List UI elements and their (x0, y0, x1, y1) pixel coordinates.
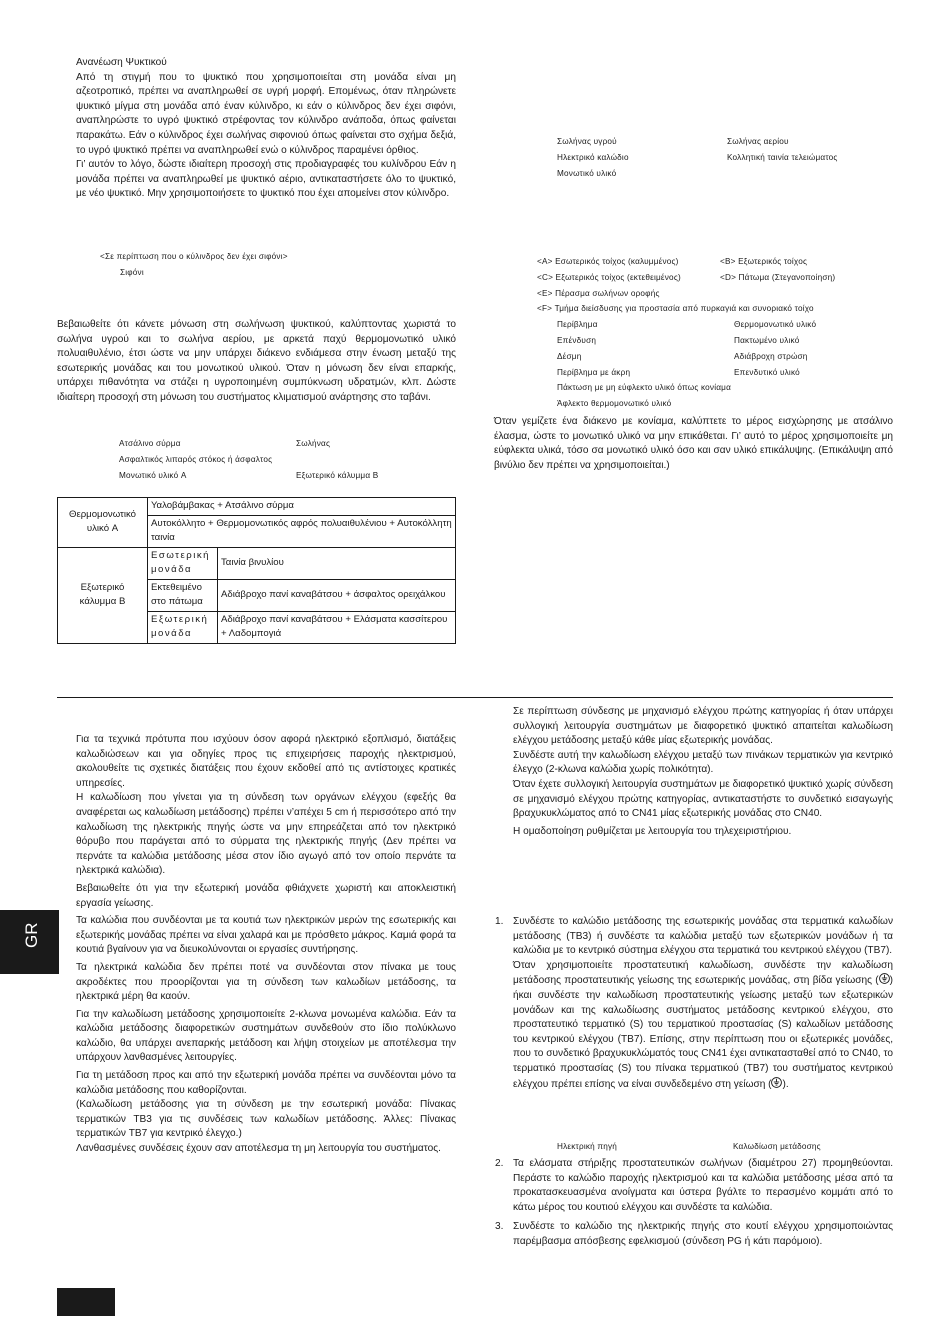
legend-c: <C> Εξωτερικός τοίχος (εκτεθειμένος) (537, 272, 681, 282)
fig-label-liquid-pipe: Σωλήνας υγρού (557, 137, 617, 146)
step-1-text-b-pre: Όταν χρησιμοποιείτε προστατευτική καλωδίωση, συνδέστε την καλωδίωση μετάδοσης προστατευτικής γείωσης της εσωτερικής μονάδας, στη βίδα γείωσης ( (513, 959, 893, 987)
ground-symbol-icon-2 (771, 1079, 782, 1090)
legend-a: <A> Εσωτερικός τοίχος (καλυμμένος) (537, 257, 679, 266)
language-tab (0, 910, 59, 974)
fig-label-pipe: Σωλήνας (296, 439, 331, 448)
fig-label-insulation-a: Μονωτικό υλικό A (119, 471, 187, 480)
wiring-steps (495, 915, 893, 1092)
step-1 (495, 915, 893, 1092)
ground-symbol-icon (879, 975, 890, 986)
table-cell-a-label: Θερμομονωτικό υλικό A (58, 498, 148, 548)
step-1-text-a: Συνδέστε το καλώδιο μετάδοσης της εσωτερικής μονάδας στα τερματικά καλωδίων μετάδοσης (TB3) ή συνδέστε τα καλώδια μεταξύ των εξωτερικών μονάδων ή τα καλώδια με το κεντρικό σύστημα ελέγχου στα τερματικά του κεντρικού ελέγχου (TB7). (513, 916, 893, 957)
electrical-paragraph-3: Βεβαιωθείτε ότι για την εξωτερική μονάδα φθιάχνετε χωριστή και αποκλειστική εργασία γείωσης. (76, 882, 456, 909)
collective-paragraph-1c: Όταν έχετε συλλογική λειτουργία συστημάτων με διαφορετικό ψυκτικό χωρίς σύνδεση σε μηχανισμό ελέγχου πρώτης κατηγορίας, αντικαταστήστε το συνδετικό εισαγωγής βραχυκυκλώματος από το CN41 μίας εξωτερικής μονάδας στο CN40. (513, 778, 893, 820)
legend-lining-material: Επενδυτικό υλικό (734, 367, 800, 377)
step-2-text: Τα ελάσματα στήριξης προστατευτικών σωλήνων (διαμέτρου 27) προμηθεύονται. Περάστε το καλώδιο παροχής ηλεκτρισμού και τα καλώδια μετάδοσης μέσα από τα προκατασκευασμένα ανοίγματα και ύστερα βγάλτε το περασμένο κομμάτι από το κάτω μέρος του κουτιού ελέγχου και συνδέστε τα καλώδια. (513, 1158, 893, 1213)
fig-label-electric-cable: Ηλεκτρικό καλώδιο (557, 153, 629, 162)
fig-label-asphalt: Ασφαλτικός λιπαρός στόκος ή άσφαλτος (119, 455, 273, 464)
legend-b: <B> Εξωτερικός τοίχος (720, 257, 808, 266)
step-2-number: 2. (495, 1158, 504, 1169)
fig-label-transmission-wiring: Καλωδίωση μετάδοσης (733, 1142, 821, 1151)
step-1-number: 1. (495, 916, 504, 927)
collective-paragraph-1: Σε περίπτωση σύνδεσης με μηχανισμό ελέγχου πρώτης κατηγορίας ή όταν υπάρχει συλλογική λειτουργία συστημάτων με διαφορετικό ψυκτικό απαιτείται καλωδίωση ελέγχου μετάδοσης μεταξύ κάθε μίας εξωτερικής μονάδας. (513, 706, 893, 747)
wall-legend (537, 254, 893, 412)
insulation-section (57, 318, 456, 406)
legend-e: <E> Πέρασμα σωλήνων οροφής (537, 288, 660, 298)
table-cell-b-val-2: Αδιάβροχο πανί καναβάτσου + άσφαλτος ορειχάλκου (218, 579, 456, 611)
table-cell-b-label: Εξωτερικό κάλυμμα B (58, 547, 148, 643)
table-cell-b-val-3: Αδιάβροχο πανί καναβάτσου + Ελάσματα κασσίτερου + Λαδομπογιά (218, 611, 456, 643)
electrical-section (76, 733, 456, 1157)
fig-label-finishing-tape: Κολλητική ταινία τελειώματος (727, 153, 838, 162)
legend-sleeve-flange: Περίβλημα με άκρη (557, 367, 631, 377)
page-number-block (57, 1288, 115, 1316)
step-2 (495, 1157, 893, 1215)
legend-waterproof: Αδιάβροχη στρώση (734, 351, 808, 361)
wiring-steps-2 (495, 1157, 893, 1250)
electrical-paragraph-5: Τα ηλεκτρικά καλώδια δεν πρέπει ποτέ να συνδέονται στον πίνακα με τους ακροδέκτες που προορίζονται για τη σύνδεση των καλωδίων μετάδοσης, τα ηλεκτρικά μέρη θα καούν. (76, 961, 456, 1003)
fig-label-power-source: Ηλεκτρική πηγή (557, 1142, 618, 1151)
legend-band: Δέσμη (557, 351, 582, 361)
electrical-paragraph-7c: Λανθασμένες συνδέσεις έχουν σαν αποτέλεσμα τη μη λειτουργία του συστήματος. (76, 1143, 441, 1155)
collective-operation-section (513, 705, 893, 839)
table-cell-b-loc-3: Εξωτερική μονάδα (148, 611, 218, 643)
refrigerant-paragraph-1: Από τη στιγμή που το ψυκτικό που χρησιμοποιείται στη μονάδα είναι μη αζεοτροπικό, πρέπει να αναπληρωθεί σε υγρή μορφή. Επομένως, όταν πληρώνετε ψυκτικό μίγμα στη μονάδα από έναν κύλινδρο, κι εάν ο κύλινδρος δεν έχει σιφόνι, αναπληρώστε το υγρό ψυκτικό στρέφοντας τον κύλινδρο ανάποδα, όπως φαίνεται παρακάτω. Εάν ο κύλινδρος έχει σωλήνας σιφονιού όπως φαίνεται στο σχήμα δεξιά, το υγρό ψυκτικό πρέπει να αναπληρωθεί ενώ ο κύλινδρος παραμένει όρθιος. (76, 71, 456, 156)
table-cell-b-loc-1: Εσωτερική μονάδα (148, 547, 218, 579)
grouping-paragraph: Η ομαδοποίηση ρυθμίζεται με λειτουργία του τηλεχειριστήριου. (513, 825, 792, 837)
legend-caulking: Πακτωμένο υλικό (734, 335, 800, 345)
electrical-paragraph-7b: (Καλωδίωση μετάδοσης για τη σύνδεση με την εσωτερική μονάδα: Πίνακας τερματικών TB3 για τις συνδέσεις των καλωδίων μετάδοσης. Άλλες: Πίνακας τερματικών TB7 για κεντρικό έλεγχο.) (76, 1099, 456, 1140)
collective-paragraph-1b: Συνδέστε αυτή την καλωδίωση ελέγχου μεταξύ των πινάκων τερματικών για κεντρικό έλεγχο (2-κλωνα καλώδια χωρίς πολικότητα). (513, 749, 893, 776)
insulation-paragraph: Βεβαιωθείτε ότι κάνετε μόνωση στη σωλήνωση ψυκτικού, καλύπτοντας χωριστά το σωλήνα υγρού και το σωλήνα αερίου, με αρκετά παχύ θερμομονωτικό υλικό πολυαιθυλένιο, έτσι ώστε να μην υπάρχει διάκενο ενδιάμεσα στην ένωση μεταξύ της εσωτερικής μονάδας και του μονωτικού υλικού. Όταν η μόνωση δεν είναι επαρκής, υπάρχει πιθανότητα να στάζει η υγροποιημένη συμπύκνωση υδρατμών, κλπ. Δώστε ιδιαίτερη προσοχή στη μόνωση του συστήματος κλιματισμού ανάρτησης στο ταβάνι. (57, 319, 456, 403)
legend-nonflammable: Άφλεκτο θερμομονωτικό υλικό (557, 399, 672, 409)
fig-label-insulation: Μονωτικό υλικό (557, 169, 617, 178)
fig-label-steel-wire: Ατσάλινο σύρμα (119, 439, 181, 448)
step-1-text-b-post: ) ήκαι συνδέστε την καλωδίωση προστατευτικής γείωσης μεταξύ των εξωτερικών μονάδων και της καλωδίωσης συστήματος μετάδοσης κεντρικού ελέγχου, στο προστατευτικό τερματικό (S) του τερματικού προστασίας (S) καλωδίων μετάδοσης του κεντρικού ελέγχου (TB7). Επίσης, στην περίπτωση που οι εξωτερικές μονάδες, που το συνδετικό βραχυκυκλώματός τους CN41 έχει αντικατασταθεί από το CN40, το τερματικό προστασίας (S) του πίνακα τερματικού (TB7) του συστήματος κεντρικού ελέγχου πρέπει επίσης να είναι συνδεδεμένο στη γείωση ( (513, 975, 893, 1090)
fig-label-no-siphon: <Σε περίπτωση που ο κύλινδρος δεν έχει σιφόνι> (100, 252, 288, 261)
language-tab-label: GR (22, 922, 41, 948)
step-3-text: Συνδέστε το καλώδιο της ηλεκτρικής πηγής στο κουτί ελέγχου χρησιμοποιώντας παρέμβασμα απόσβεσης εφελκισμού (σύνδεση PG ή κάτι παρόμοιο). (513, 1221, 893, 1247)
table-cell-b-val-1: Ταινία βινυλίου (218, 547, 456, 579)
refrigerant-paragraph-2: Γι’ αυτόν το λόγο, δώστε ιδιαίτερη προσοχή στις προδιαγραφές του κυλίνδρου Εάν η μονάδα πρέπει να αναπληρωθεί με ψυκτικό αέριο, αντικαταστήσετε όλο το ψυκτικό, με νέο ψυκτικό. Μην χρησιμοποιήσετε το ψυκτικό που έχει απομείνει στον κύλινδρο. (76, 159, 456, 200)
legend-d: <D> Πάτωμα (Στεγανοποίηση) (720, 272, 836, 282)
legend-heat-ins: Θερμομονωτικό υλικό (734, 320, 817, 330)
refrigerant-section (76, 56, 456, 202)
insulation-table (57, 497, 456, 644)
step-3-number: 3. (495, 1221, 504, 1233)
legend-mortar: Πάκτωση με μη εύφλεκτο υλικό όπως κονίαμα (557, 383, 732, 393)
table-cell-b-loc-2: Εκτεθειμένο στο πάτωμα (148, 579, 218, 611)
table-cell-a-row2: Αυτοκόλλητο + Θερμομονωτικός αφρός πολυαιθυλένιου + Αυτοκόλλητη ταινία (148, 515, 456, 547)
electrical-paragraph-1: Για τα τεχνικά πρότυπα που ισχύουν όσον αφορά ηλεκτρικό εξοπλισμό, διατάξεις καλωδιώσεων και για οδηγίες προς τις επιχειρήσεις παροχής ηλεκτρισμού, ακολουθείτε τις σχετικές διατάξεις που έχουν εκδοθεί από τις αντίστοιχες κρατικές υπηρεσίες. (76, 734, 456, 789)
wall-paragraph: Όταν γεμίζετε ένα διάκενο με κονίαμα, καλύπτετε το μέρος εισχώρησης με ατσάλινο έλασμα, ώστε το μονωτικό υλικό να μην επικάθεται. Γι’ αυτό το μέρος χρησιμοποιείτε μη εύφλεκτα υλικά, τόσο σα μονωτικό υλικό όσο και σαν υλικό επικάλυψης. (Επικάλυψη από βινύλιο δεν πρέπει να χρησιμοποιείται.) (494, 416, 893, 471)
legend-sleeve: Περίβλημα (557, 320, 598, 330)
legend-f: <F> Τμήμα διείσδυσης για προστασία από πυρκαγιά και συνοριακό τοίχο (537, 304, 814, 314)
legend-lining: Επένδυση (557, 335, 597, 345)
electrical-paragraph-7: Για τη μετάδοση προς και από την εξωτερική μονάδα πρέπει να συνδέονται μόνο τα καλώδια μετάδοσης που καθορίζονται. (76, 1070, 456, 1096)
electrical-paragraph-2: Η καλωδίωση που γίνεται για τη σύνδεση των οργάνων ελέγχου (εφεξής θα αναφέρεται ως καλωδίωση μετάδοσης) πρέπει ν’απέχει 5 cm ή περισσότερο από την καλωδίωση της ηλεκτρικής πηγής ώστε να μην επηρεάζεται από τον ηλεκτρικό θόρυβο που παράγεται από το σύρματα της ηλεκτρικής πηγής (Δεν πρέπει να περνάτε τα καλώδια μετάδοσης μέσα στον ίδιο αγωγό από τον οποίο περνάτε τα ηλεκτρικά καλώδια). (76, 792, 456, 877)
step-1-text-b-end: ). (782, 1078, 789, 1090)
wall-paragraph-block (494, 415, 893, 473)
table-cell-a-row1: Υαλοβάμβακας + Ατσάλινο σύρμα (148, 498, 456, 516)
section-divider (57, 697, 893, 698)
electrical-paragraph-6: Για την καλωδίωση μετάδοσης χρησιμοποιείτε 2-κλωνα μονωμένα καλώδια. Εάν τα καλώδια μετάδοσης διαφορετικών συστημάτων συνδεθούν στο ίδιο πολύκλωνο καλώδιο, θα υπάρχει ανεπαρκής μετάδοση και λήψη στοιχείων με αποτέλεσμα την υπάρχουν λανθασμένες λειτουργίες. (76, 1008, 456, 1064)
step-3 (495, 1220, 893, 1249)
fig-label-gas-pipe: Σωλήνας αερίου (727, 137, 789, 146)
refrigerant-title: Ανανέωση Ψυκτικού (76, 57, 167, 68)
fig-label-siphon: Σιφόνι (120, 268, 144, 277)
electrical-paragraph-4: Τα καλώδια που συνδέονται με τα κουτιά των ηλεκτρικών μερών της εσωτερικής και εξωτερικής μονάδας πρέπει να είναι χαλαρά και με πρόσθετο μάκρος. Καμιά φορά τα κουτιά βγαίνουν για να διευκολύνονται οι εργασίες συντήρησης. (76, 915, 456, 956)
fig-label-cover-b: Εξωτερικό κάλυμμα B (296, 471, 379, 480)
